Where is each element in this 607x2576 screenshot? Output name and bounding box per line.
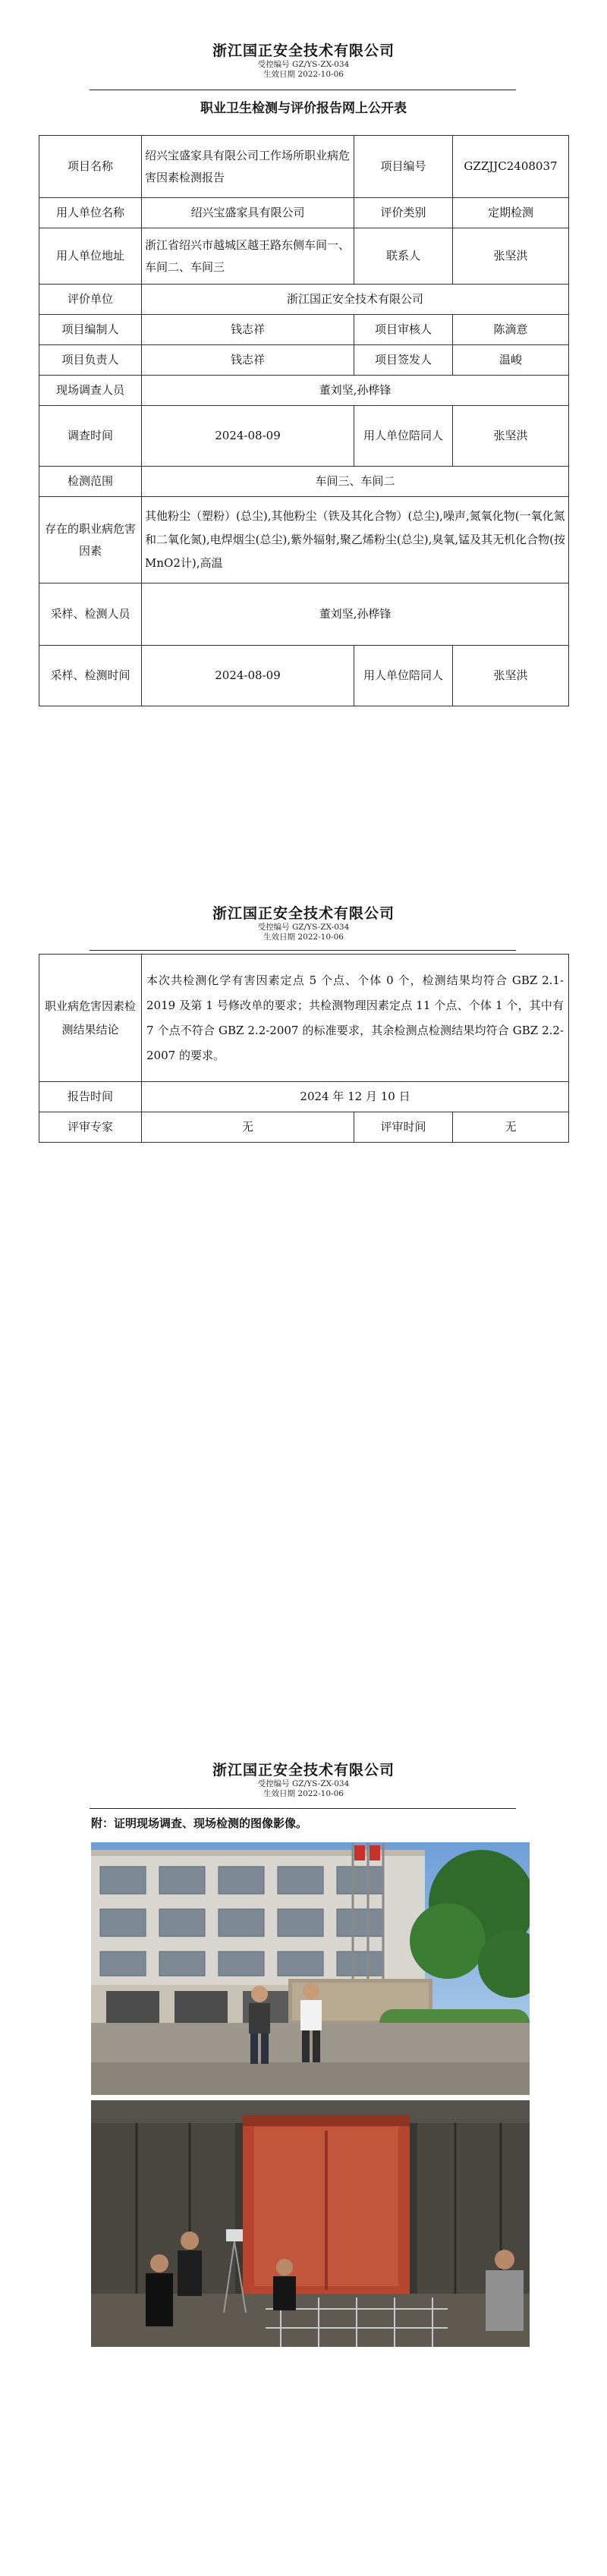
disclosure-table — [39, 135, 569, 706]
page-title: 职业卫生检测与评价报告网上公开表 — [200, 101, 407, 116]
cell-value: 张坚洪 — [453, 406, 569, 467]
cell-value: 董刘坚,孙桦锋 — [142, 376, 569, 406]
header-divider — [90, 1808, 516, 1809]
table-row — [39, 1082, 569, 1112]
site-survey-photo-graphic — [91, 1842, 530, 2095]
cell-value: 无 — [453, 1112, 569, 1143]
cell-value: 钱志祥 — [142, 315, 354, 345]
cell-label: 职业病危害因素检测结果结论 — [39, 955, 142, 1082]
company-name: 浙江国正安全技术有限公司 — [212, 905, 395, 922]
photo-caption: 附：证明现场调查、现场检测的图像影像。 — [91, 1816, 308, 1830]
header-divider — [90, 950, 516, 951]
page1-header — [0, 39, 607, 80]
cell-label: 项目名称 — [39, 136, 142, 198]
cell-value: 绍兴宝盛家具有限公司 — [142, 198, 354, 228]
table-row — [39, 955, 569, 1082]
cell-label: 用人单位地址 — [39, 228, 142, 285]
control-number: 受控编号 GZ/YS-ZX-034 — [257, 1779, 350, 1788]
cell-label: 项目编号 — [354, 136, 453, 198]
cell-value: 本次共检测化学有害因素定点 5 个点、个体 0 个，检测结果均符合 GBZ 2.1-2019 及第 1 号修改单的要求；共检测物理因素定点 11 个点、个体 1 个，其中有 7 个点不符合 GBZ 2.2-2007 的标准要求，其余检测点检测结果均符合 GBZ 2.2-2007 的要求。 — [142, 955, 569, 1082]
table-row — [39, 467, 569, 497]
person-figure — [273, 2259, 296, 2310]
cell-value: GZZJJC2408037 — [453, 136, 569, 198]
cell-label: 存在的职业病危害因素 — [39, 497, 142, 583]
cell-label: 现场调查人员 — [39, 376, 142, 406]
cell-value: 2024 年 12 月 10 日 — [142, 1082, 569, 1112]
cell-value: 2024-08-09 — [142, 646, 354, 706]
table-row — [39, 198, 569, 228]
cell-value: 钱志祥 — [142, 345, 354, 376]
cell-label: 评审专家 — [39, 1112, 142, 1143]
cell-label: 用人单位名称 — [39, 198, 142, 228]
cell-label: 用人单位陪同人 — [354, 406, 453, 467]
effective-date: 生效日期 2022-10-06 — [263, 1789, 344, 1798]
cell-value: 定期检测 — [453, 198, 569, 228]
table-row — [39, 136, 569, 198]
cell-label: 评价类别 — [354, 198, 453, 228]
cell-label: 联系人 — [354, 228, 453, 285]
site-testing-photo — [91, 2100, 530, 2347]
table-row — [39, 1112, 569, 1143]
company-name: 浙江国正安全技术有限公司 — [212, 42, 395, 59]
table-row — [39, 228, 569, 285]
site-testing-photo-graphic — [91, 2100, 530, 2347]
cell-value: 无 — [142, 1112, 354, 1143]
company-name: 浙江国正安全技术有限公司 — [212, 1762, 395, 1779]
cell-value: 2024-08-09 — [142, 406, 354, 467]
cell-label: 评价单位 — [39, 285, 142, 315]
cell-value: 车间三、车间二 — [142, 467, 569, 497]
control-number: 受控编号 GZ/YS-ZX-034 — [257, 923, 350, 932]
cell-label: 采样、检测人员 — [39, 583, 142, 646]
cell-label: 调查时间 — [39, 406, 142, 467]
site-survey-photo — [91, 1842, 530, 2095]
cell-label: 项目审核人 — [354, 315, 453, 345]
cell-value: 浙江省绍兴市越城区越王路东侧车间一、车间二、车间三 — [142, 228, 354, 285]
cell-label: 检测范围 — [39, 467, 142, 497]
cell-label: 项目负责人 — [39, 345, 142, 376]
cell-label: 用人单位陪同人 — [354, 646, 453, 706]
table-row — [39, 406, 569, 467]
control-number: 受控编号 GZ/YS-ZX-034 — [257, 60, 350, 69]
cell-label: 报告时间 — [39, 1082, 142, 1112]
effective-date: 生效日期 2022-10-06 — [263, 933, 344, 942]
table-row — [39, 646, 569, 706]
cell-value: 陈滴意 — [453, 315, 569, 345]
cell-value: 温峻 — [453, 345, 569, 376]
cell-value: 绍兴宝盛家具有限公司工作场所职业病危害因素检测报告 — [142, 136, 354, 198]
conclusion-table — [39, 954, 569, 1143]
cell-value: 张坚洪 — [453, 228, 569, 285]
table-row — [39, 285, 569, 315]
person-figure — [178, 2232, 202, 2296]
cell-label: 项目签发人 — [354, 345, 453, 376]
table-row — [39, 583, 569, 646]
table-row — [39, 345, 569, 376]
table-row — [39, 497, 569, 583]
cell-value: 张坚洪 — [453, 646, 569, 706]
cell-value: 其他粉尘（塑粉）(总尘),其他粉尘（铁及其化合物）(总尘),噪声,氮氧化物(一氧化氮和二氧化氮),电焊烟尘(总尘),紫外辐射,聚乙烯粉尘(总尘),臭氧,锰及其无机化合物(按MnO2计),高温 — [142, 497, 569, 583]
table-row — [39, 376, 569, 406]
page2-header — [0, 902, 607, 942]
cell-label: 采样、检测时间 — [39, 646, 142, 706]
cell-label: 评审时间 — [354, 1112, 453, 1143]
page3-header — [0, 1759, 607, 1799]
table-row — [39, 315, 569, 345]
cell-label: 项目编制人 — [39, 315, 142, 345]
cell-value: 董刘坚,孙桦锋 — [142, 583, 569, 646]
cell-value: 浙江国正安全技术有限公司 — [142, 285, 569, 315]
effective-date: 生效日期 2022-10-06 — [263, 70, 344, 79]
